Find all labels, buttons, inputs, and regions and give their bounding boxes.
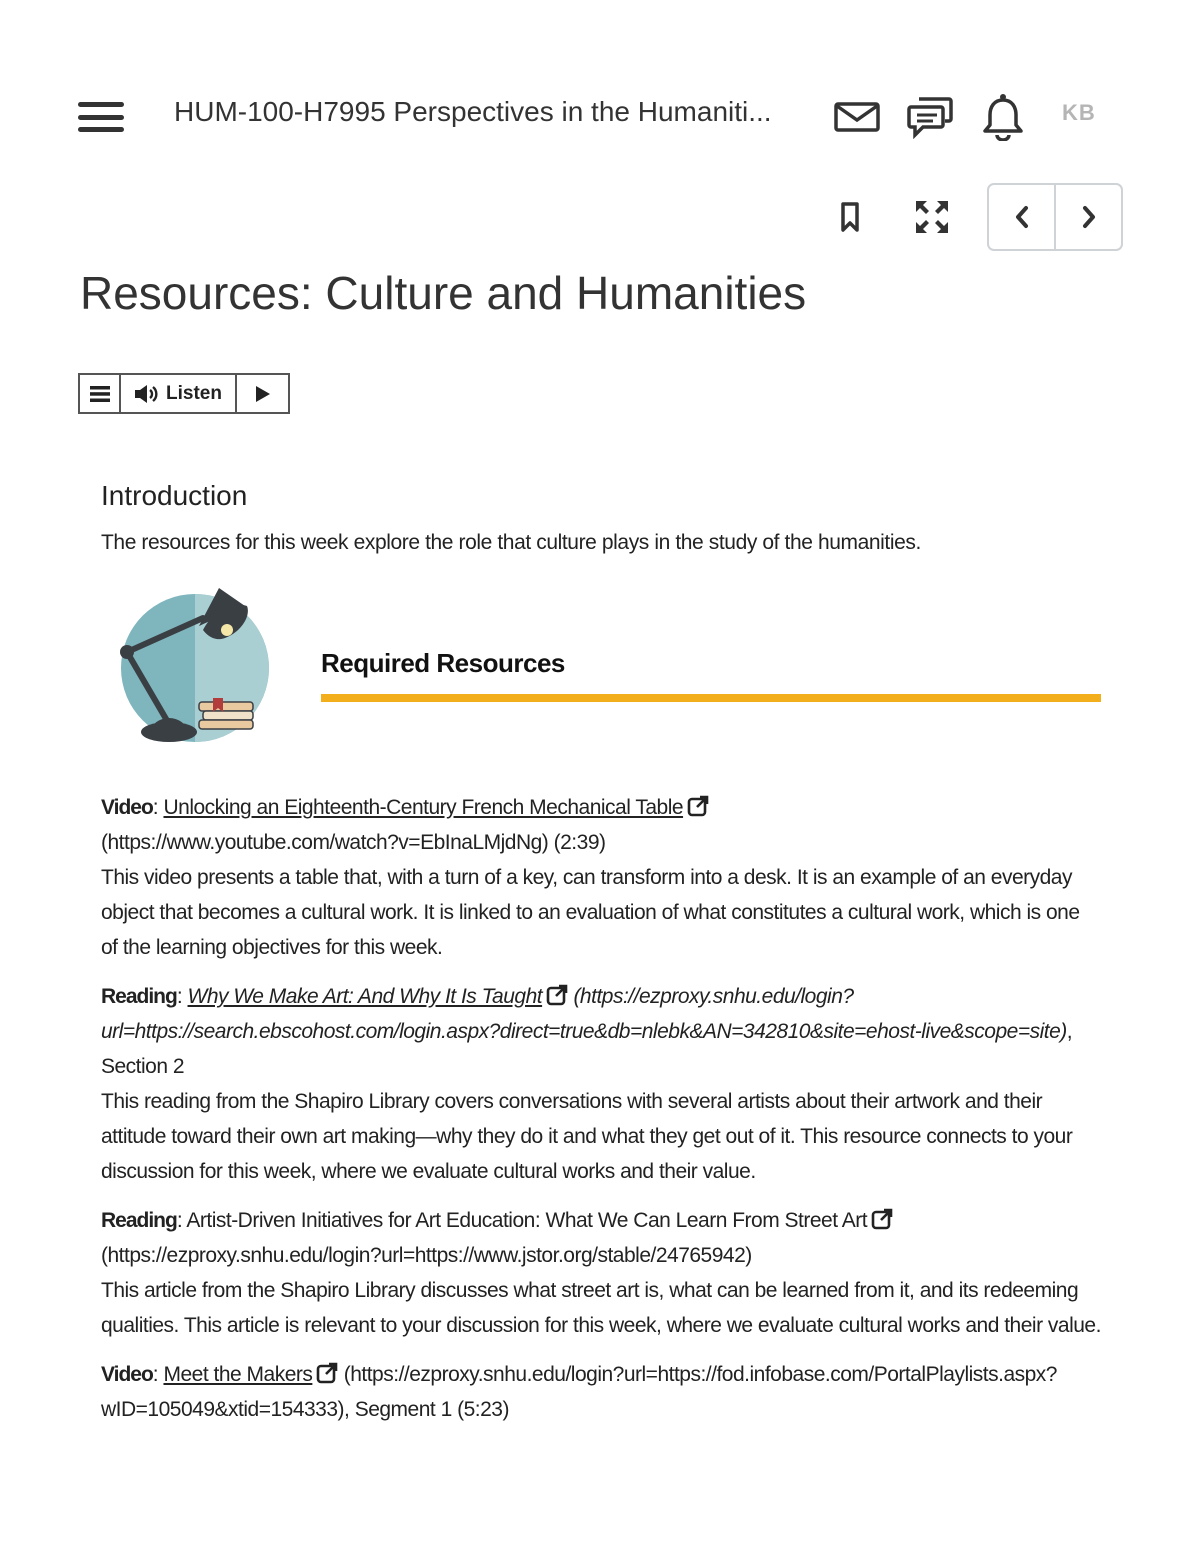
resource-link[interactable]: Why We Make Art: And Why It Is Taught [187,985,543,1008]
chevron-right-icon[interactable] [1056,185,1121,249]
topic-pager [987,183,1123,251]
resource-suffix: , Section 2 [101,1020,1073,1078]
resource-item: Reading: Artist-Driven Initiatives for Art Education: What We Can Learn From Street Art (https://ezproxy.snhu.edu/login?url=https://www.jstor.org/stable/24765942) This article from the Shapiro Library discusses what street art is, what can be learned from it, and its redeeming qualities. This article is relevant to your discussion for this week, where we evaluate cultural works and their value. [101,1209,1101,1337]
resource-url: (https://www.youtube.com/watch?v=EbInaLMjdNg) (2:39) [101,831,606,854]
main-content [101,480,1101,1427]
resource-url: (https://ezproxy.snhu.edu/login?url=https://www.jstor.org/stable/24765942) [101,1244,752,1267]
desk-lamp-illustration [117,586,277,746]
required-resources-banner [101,586,1101,756]
bell-icon[interactable] [978,92,1028,142]
introduction-text: The resources for this week explore the role that culture plays in the study of the humanities. [101,531,921,554]
external-link-icon [871,1208,893,1230]
introduction-heading: Introduction [101,480,248,511]
resource-item: Video: Unlocking an Eighteenth-Century French Mechanical Table (https://www.youtube.com/watch?v=EbInaLMjdNg) (2:39) This video presents a table that, with a turn of a key, can transform into a desk. It is an example of an everyday object that becomes a cultural work. It is linked to an evaluation of what constitutes a cultural work, which is one of the learning objectives for this week. [101,796,1080,959]
resource-description: This reading from the Shapiro Library covers conversations with several artists about their artwork and their attitude toward their own art making—why they do it and what they get out of it. This resource connects to your discussion for this week, where we evaluate cultural works and their value. [101,1090,1073,1183]
play-icon[interactable] [237,375,288,412]
external-link-icon [316,1362,338,1384]
required-resources-rule [321,694,1101,702]
page-title: Resources: Culture and Humanities [80,267,807,319]
external-link-icon [687,795,709,817]
resource-link[interactable]: Artist-Driven Initiatives for Art Education: What We Can Learn From Street Art [186,1209,868,1232]
resource-link[interactable]: Unlocking an Eighteenth-Century French Mechanical Table [163,796,684,819]
resource-description: This article from the Shapiro Library discusses what street art is, what can be learned from it, and its redeeming qualities. This article is relevant to your discussion for this week, where we evaluate cultural works and their value. [101,1279,1101,1337]
bookmark-icon[interactable] [832,196,868,238]
required-resources-title: Required Resources [321,648,565,678]
external-link-icon [546,984,568,1006]
speaker-icon [134,384,160,404]
resource-type: Video [101,1363,153,1386]
resource-type: Reading [101,1209,177,1232]
hamburger-icon[interactable] [74,98,128,136]
course-title[interactable]: HUM-100-H7995 Perspectives in the Humaniti... [174,96,772,127]
listen-label: Listen [166,382,222,404]
fullscreen-icon[interactable] [910,196,954,238]
resource-link[interactable]: Meet the Makers [163,1363,313,1386]
chevron-left-icon[interactable] [989,185,1056,249]
readspeaker-toolbar [78,373,290,414]
resource-type: Video [101,796,153,819]
resource-type: Reading [101,985,177,1008]
resource-url: (https://ezproxy.snhu.edu/login?url=https://search.ebscohost.com/login.aspx?direct=true&db=nlebk&AN=342810&site=ehost-live&scope=site) [101,985,1067,1043]
mail-icon[interactable] [832,92,882,142]
chat-icon[interactable] [905,92,955,142]
resource-description: This video presents a table that, with a turn of a key, can transform into a desk. It is an example of an everyday object that becomes a cultural work. It is linked to an evaluation of what constitutes a cultural work, which is one of the learning objectives for this week. [101,866,1080,959]
top-navigation [0,70,1200,160]
resource-url: (https://ezproxy.snhu.edu/login?url=https://fod.infobase.com/PortalPlaylists.aspx?wID=105049&xtid=154333), Segment 1 (5:23) [101,1363,1057,1421]
listen-button[interactable] [121,375,237,412]
resource-item: Video: Meet the Makers (https://ezproxy.snhu.edu/login?url=https://fod.infobase.com/PortalPlaylists.aspx?wID=105049&xtid=154333), Segment 1 (5:23) [101,1363,1057,1421]
listen-menu-icon[interactable] [80,375,121,412]
resource-item: Reading: Why We Make Art: And Why It Is Taught (https://ezproxy.snhu.edu/login?url=https://search.ebscohost.com/login.aspx?direct=true&db=nlebk&AN=342810&site=ehost-live&scope=site), Section 2 This reading from the Shapiro Library covers conversations with several artists about their artwork and their attitude toward their own art making—why they do it and what they get out of it. This resource connects to your discussion for this week, where we evaluate cultural works and their value. [101,985,1073,1183]
avatar[interactable]: KB [1062,100,1096,125]
